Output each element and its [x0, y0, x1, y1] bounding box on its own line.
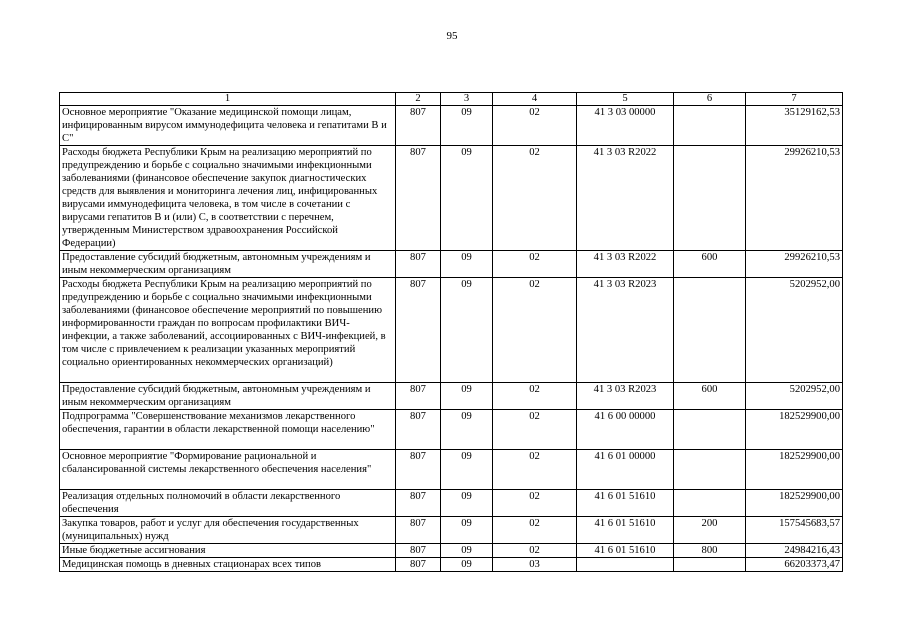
header-row [60, 93, 843, 106]
row-cell-4: 03 [493, 558, 577, 572]
table-row [60, 383, 843, 410]
table-row [60, 146, 843, 251]
row-cell-6 [674, 146, 746, 251]
column-header-5: 5 [577, 93, 674, 106]
row-cell-4: 02 [493, 146, 577, 251]
row-amount-cell: 66203373,47 [746, 558, 843, 572]
row-cell-3: 09 [441, 490, 493, 517]
row-amount-cell: 24984216,43 [746, 544, 843, 558]
row-amount-cell: 29926210,53 [746, 146, 843, 251]
row-cell-4: 02 [493, 490, 577, 517]
table-row [60, 490, 843, 517]
row-cell-4: 02 [493, 278, 577, 383]
table-row [60, 517, 843, 544]
row-amount-cell: 5202952,00 [746, 278, 843, 383]
row-cell-3: 09 [441, 410, 493, 450]
row-amount-cell: 29926210,53 [746, 251, 843, 278]
row-name-cell: Иные бюджетные ассигнования [60, 544, 396, 558]
row-cell-4: 02 [493, 517, 577, 544]
row-cell-6: 600 [674, 251, 746, 278]
table-row [60, 251, 843, 278]
row-name-cell: Расходы бюджета Республики Крым на реализацию мероприятий по предупреждению и борьбе с социально значимыми инфекционными заболеваниями (финансовое обеспечение закупок диагностических средств для выявления и мониторинга лечения лиц, инфицированных вирусами иммунодефицита человека, в том числе в сочетании с вирусами гепатитов В и (или) С, в соответствии с перечнем, утвержденным Министерством здравоохранения Российской Федерации) [60, 146, 396, 251]
row-cell-2: 807 [396, 410, 441, 450]
row-cell-6 [674, 450, 746, 490]
row-amount-cell: 182529900,00 [746, 490, 843, 517]
row-cell-2: 807 [396, 383, 441, 410]
row-cell-4: 02 [493, 106, 577, 146]
row-cell-3: 09 [441, 251, 493, 278]
table-row [60, 558, 843, 572]
row-cell-5: 41 6 01 51610 [577, 517, 674, 544]
row-cell-6 [674, 490, 746, 517]
row-cell-2: 807 [396, 278, 441, 383]
row-cell-5: 41 6 00 00000 [577, 410, 674, 450]
row-name-cell: Подпрограмма "Совершенствование механизмов лекарственного обеспечения, гарантии в области лекарственной помощи населению" [60, 410, 396, 450]
row-cell-2: 807 [396, 558, 441, 572]
column-header-6: 6 [674, 93, 746, 106]
row-cell-5 [577, 558, 674, 572]
row-cell-6: 600 [674, 383, 746, 410]
budget-table [59, 92, 843, 572]
page-number: 95 [446, 30, 458, 42]
row-cell-5: 41 3 03 R2023 [577, 278, 674, 383]
table-row [60, 278, 843, 383]
row-name-cell: Закупка товаров, работ и услуг для обеспечения государственных (муниципальных) нужд [60, 517, 396, 544]
row-cell-6 [674, 558, 746, 572]
row-cell-2: 807 [396, 544, 441, 558]
column-header-3: 3 [441, 93, 493, 106]
table-row [60, 450, 843, 490]
row-name-cell: Расходы бюджета Республики Крым на реализацию мероприятий по предупреждению и борьбе с социально значимыми инфекционными заболеваниями (финансовое обеспечение мероприятий по повышению информированности граждан по вопросам профилактики ВИЧ-инфекции, а также заболеваний, ассоциированных с ВИЧ-инфекцией, в том числе с привлечением к реализации указанных мероприятий социально ориентированных некоммерческих организаций) [60, 278, 396, 383]
row-amount-cell: 35129162,53 [746, 106, 843, 146]
row-cell-4: 02 [493, 383, 577, 410]
row-cell-3: 09 [441, 278, 493, 383]
row-cell-2: 807 [396, 517, 441, 544]
row-name-cell: Медицинская помощь в дневных стационарах всех типов [60, 558, 396, 572]
row-cell-3: 09 [441, 146, 493, 251]
row-cell-3: 09 [441, 106, 493, 146]
column-header-1: 1 [60, 93, 396, 106]
row-amount-cell: 157545683,57 [746, 517, 843, 544]
row-cell-3: 09 [441, 558, 493, 572]
row-cell-6 [674, 278, 746, 383]
table-row [60, 544, 843, 558]
row-cell-3: 09 [441, 517, 493, 544]
row-cell-5: 41 3 03 00000 [577, 106, 674, 146]
table-row [60, 106, 843, 146]
row-cell-6 [674, 410, 746, 450]
row-cell-2: 807 [396, 146, 441, 251]
row-name-cell: Основное мероприятие "Оказание медицинской помощи лицам, инфицированным вирусом иммунодефицита человека и гепатитами В и С" [60, 106, 396, 146]
row-cell-5: 41 3 03 R2023 [577, 383, 674, 410]
row-name-cell: Предоставление субсидий бюджетным, автономным учреждениям и иным некоммерческим организациям [60, 383, 396, 410]
table-row [60, 410, 843, 450]
row-cell-5: 41 6 01 51610 [577, 544, 674, 558]
row-cell-3: 09 [441, 383, 493, 410]
row-cell-5: 41 6 01 00000 [577, 450, 674, 490]
row-cell-2: 807 [396, 450, 441, 490]
row-amount-cell: 5202952,00 [746, 383, 843, 410]
row-cell-3: 09 [441, 450, 493, 490]
column-header-4: 4 [493, 93, 577, 106]
row-cell-5: 41 6 01 51610 [577, 490, 674, 517]
row-name-cell: Предоставление субсидий бюджетным, автономным учреждениям и иным некоммерческим организациям [60, 251, 396, 278]
row-cell-4: 02 [493, 544, 577, 558]
row-cell-2: 807 [396, 490, 441, 517]
column-header-7: 7 [746, 93, 843, 106]
row-cell-6 [674, 106, 746, 146]
row-name-cell: Основное мероприятие "Формирование рациональной и сбалансированной системы лекарственного обеспечения населения" [60, 450, 396, 490]
row-amount-cell: 182529900,00 [746, 410, 843, 450]
row-cell-4: 02 [493, 410, 577, 450]
row-amount-cell: 182529900,00 [746, 450, 843, 490]
row-cell-2: 807 [396, 106, 441, 146]
row-cell-5: 41 3 03 R2022 [577, 251, 674, 278]
row-cell-4: 02 [493, 251, 577, 278]
row-cell-2: 807 [396, 251, 441, 278]
row-name-cell: Реализация отдельных полномочий в области лекарственного обеспечения [60, 490, 396, 517]
column-header-2: 2 [396, 93, 441, 106]
row-cell-5: 41 3 03 R2022 [577, 146, 674, 251]
row-cell-6: 200 [674, 517, 746, 544]
row-cell-3: 09 [441, 544, 493, 558]
row-cell-6: 800 [674, 544, 746, 558]
row-cell-4: 02 [493, 450, 577, 490]
